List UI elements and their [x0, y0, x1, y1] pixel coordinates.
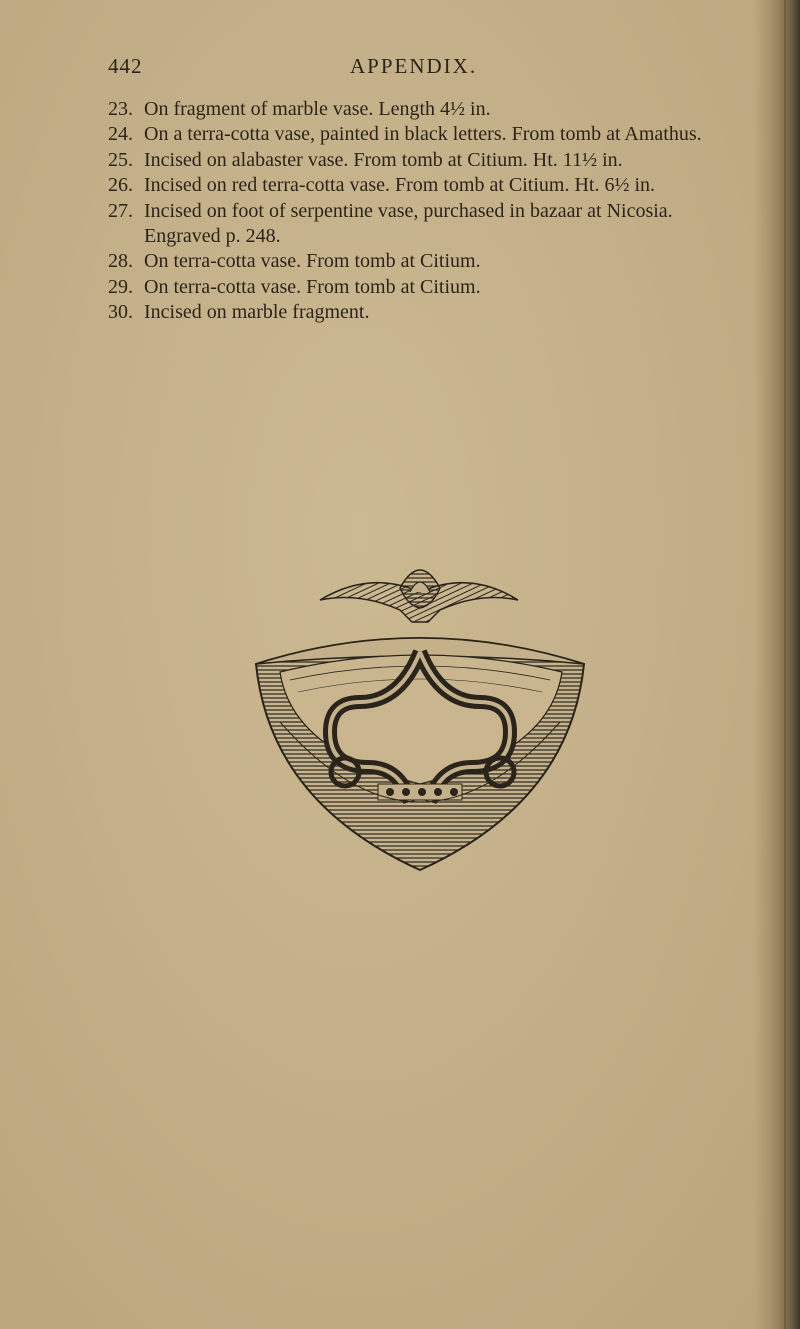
list-item	[108, 122, 748, 147]
list-item	[108, 173, 748, 198]
entry-text: On terra-cotta vase. From tomb at Citium.	[144, 275, 481, 298]
entry-number: 25.	[108, 148, 133, 171]
entry-list	[108, 97, 748, 326]
bowl-illustration	[250, 552, 590, 877]
entry-number: 24.	[108, 123, 133, 146]
entry-number: 30.	[108, 301, 133, 324]
entry-text: Incised on marble fragment.	[144, 301, 370, 324]
page-header	[108, 54, 748, 84]
page-edge-line	[784, 0, 786, 1329]
entry-number: 23.	[108, 98, 133, 120]
page-number: 442	[108, 54, 143, 78]
entry-text: On a terra-cotta vase, painted in black letters. From tomb at Amathus.	[144, 123, 702, 146]
entry-number: 26.	[108, 174, 133, 197]
list-item	[108, 199, 748, 250]
bowl-lug	[320, 570, 518, 622]
entry-text: Incised on alabaster vase. From tomb at Citium. Ht. 11½ in.	[144, 148, 623, 171]
list-item	[108, 148, 748, 173]
entry-text: Incised on red terra-cotta vase. From tomb at Citium. Ht. 6½ in.	[144, 174, 655, 197]
entry-text: On terra-cotta vase. From tomb at Citium.	[144, 250, 481, 273]
list-item	[108, 275, 748, 300]
list-item	[108, 300, 748, 325]
entry-text: Incised on foot of serpentine vase, purchased in bazaar at Nicosia. Engraved p. 248.	[144, 199, 673, 248]
entry-number: 29.	[108, 275, 133, 298]
entry-text: On fragment of marble vase. Length 4½ in.	[144, 98, 491, 120]
entry-number: 28.	[108, 250, 133, 273]
entry-number: 27.	[108, 199, 133, 222]
list-item	[108, 97, 748, 122]
dotted-band	[378, 784, 462, 800]
running-head: APPENDIX.	[350, 54, 478, 78]
page-edge-shadow	[754, 0, 800, 1329]
list-item	[108, 249, 748, 274]
engraved-bowl-icon	[250, 552, 590, 877]
